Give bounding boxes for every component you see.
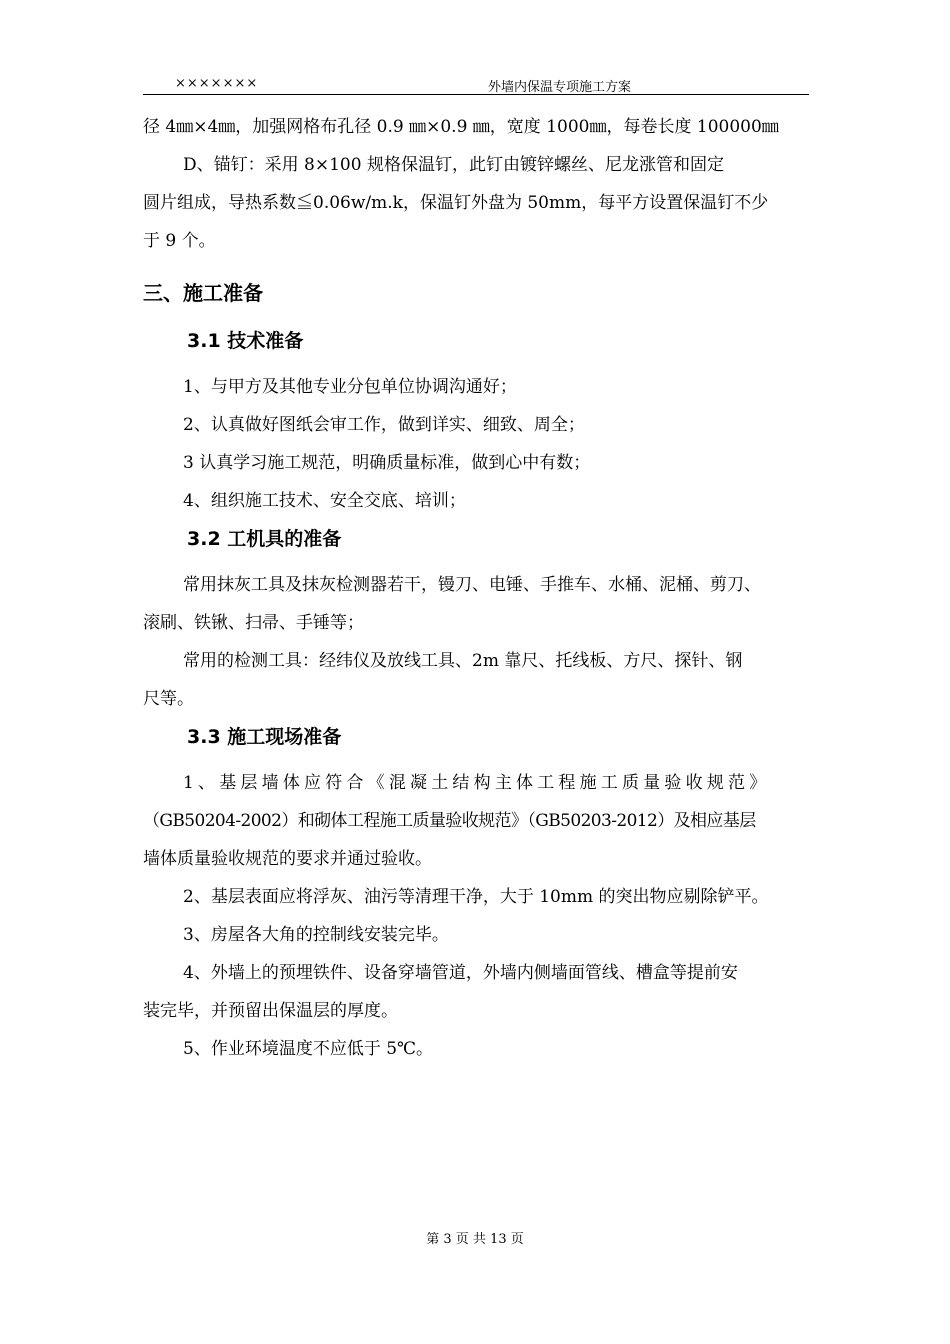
list-item: 1、与甲方及其他专业分包单位协调沟通好； bbox=[183, 377, 517, 397]
list-item: 4、组织施工技术、安全交底、培训； bbox=[183, 491, 466, 511]
page-footer: 第 3 页 共 13 页 bbox=[426, 1232, 524, 1247]
instruments-paragraph-line-1: 常用的检测工具：经纬仪及放线工具、2m 靠尺、托线板、方尺、探针、钢 bbox=[183, 651, 743, 671]
page-header bbox=[143, 74, 809, 95]
instruments-paragraph-line-2: 尺等。 bbox=[143, 689, 194, 709]
list-item: 2、认真做好图纸会审工作，做到详实、细致、周全； bbox=[183, 415, 585, 435]
document-body bbox=[143, 108, 809, 1068]
header-mark: ××××××× bbox=[175, 76, 259, 91]
site-item-3: 3、房屋各大角的控制线安装完毕。 bbox=[183, 925, 449, 945]
tools-paragraph-line-1: 常用抹灰工具及抹灰检测器若干，镘刀、电锤、手推车、水桶、泥桶、剪刀、 bbox=[183, 575, 761, 595]
anchor-paragraph-line-2: 圆片组成，导热系数≦0.06w/m.k，保温钉外盘为 50mm，每平方设置保温钉不少 bbox=[143, 193, 769, 213]
tools-paragraph-line-2: 滚刷、铁锹、扫帚、手锤等； bbox=[143, 613, 364, 633]
section-3-heading: 三、施工准备 bbox=[143, 281, 263, 305]
site-item-1-line-3: 墙体质量验收规范的要求并通过验收。 bbox=[143, 849, 432, 869]
header-title: 外墙内保温专项施工方案 bbox=[488, 80, 632, 95]
site-item-4-line-2: 装完毕，并预留出保温层的厚度。 bbox=[143, 1001, 398, 1021]
section-3-3-heading: 3.3 施工现场准备 bbox=[187, 726, 342, 748]
site-item-2: 2、基层表面应将浮灰、油污等清理干净，大于 10mm 的突出物应剔除铲平。 bbox=[183, 887, 769, 907]
site-item-4-line-1: 4、外墙上的预埋铁件、设备穿墙管道，外墙内侧墙面管线、槽盒等提前安 bbox=[183, 963, 738, 983]
section-3-2-heading: 3.2 工机具的准备 bbox=[187, 528, 342, 550]
site-item-1-line-2: （GB50204-2002）和砌体工程施工质量验收规范》（GB50203-2012）及相应基层 bbox=[143, 811, 756, 831]
anchor-paragraph-line-3: 于 9 个。 bbox=[143, 231, 216, 251]
site-item-5: 5、作业环境温度不应低于 5℃。 bbox=[183, 1039, 434, 1059]
section-3-1-heading: 3.1 技术准备 bbox=[187, 330, 304, 352]
site-item-1-line-1: 1、基层墙体应符合《混凝土结构主体工程施工质量验收规范》 bbox=[183, 773, 771, 793]
mesh-spec-paragraph: 径 4㎜×4㎜，加强网格布孔径 0.9 ㎜×0.9 ㎜，宽度 1000㎜，每卷长度 100000㎜ bbox=[143, 117, 779, 137]
anchor-paragraph-line-1: D、锚钉：采用 8×100 规格保温钉，此钉由镀锌螺丝、尼龙涨管和固定 bbox=[183, 155, 724, 175]
list-item: 3 认真学习施工规范，明确质量标准，做到心中有数； bbox=[183, 453, 591, 473]
